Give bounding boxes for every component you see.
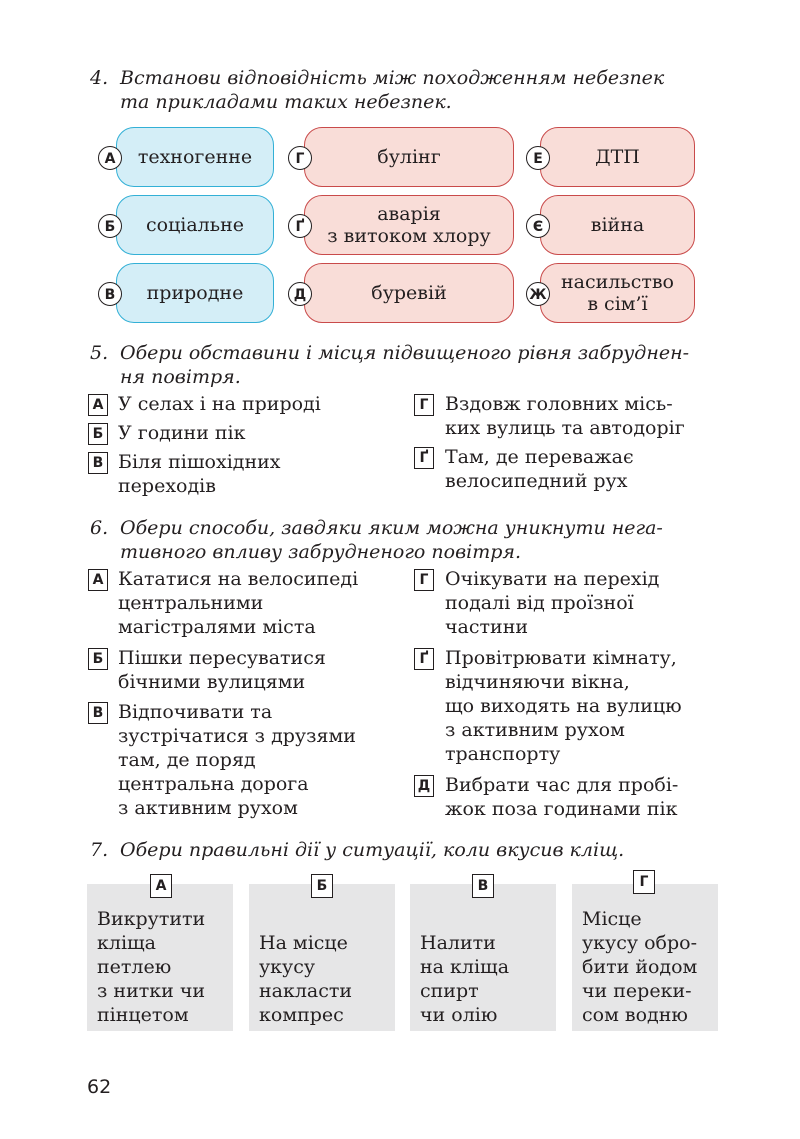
q6-option-gg-letter[interactable]: Ґ [414,648,434,670]
q7-card-c-text: Налити на кліща спирт чи олію [420,932,510,1026]
q5-option-c-letter[interactable]: В [88,452,108,474]
q6-option-a-text: Кататися на велосипеді центральними магістралями міста [118,568,359,638]
example-box-g[interactable]: булінг [304,127,514,187]
circle-letter-e: Е [526,146,550,170]
example-box-d[interactable]: буревій [304,263,514,323]
q5-option-gg-letter[interactable]: Ґ [414,447,434,469]
q5-option-b-text: У години пік [118,422,246,444]
q4-title: 4. Встанови відповідність між походженням небезпек та прикладами таких небезпек. [90,67,665,113]
q6-option-c-text: Відпочивати та зустрічатися з друзями там, де поряд центральна дорога з активним рухом [118,701,356,819]
circle-letter-g: Г [288,146,312,170]
q7-card-b-text: На місце укусу накласти компрес [259,932,353,1026]
q7-card-a-letter: А [150,874,172,898]
circle-letter-zh: Ж [526,282,550,306]
page-number: 62 [87,1076,112,1098]
q7-title: 7. Обери правильні дії у ситуації, коли вкусив кліщ. [90,839,625,861]
q6-option-c-letter[interactable]: В [88,702,108,724]
q5-option-c-text: Біля пішохідних переходів [118,451,281,497]
q7-card-c-letter: В [472,874,494,898]
example-box-gg[interactable]: аварія з витоком хлору [304,195,514,255]
q7-card-b-letter: Б [311,874,333,898]
q5-option-g-letter[interactable]: Г [414,394,434,416]
circle-letter-a: А [98,146,122,170]
q5-option-b-letter[interactable]: Б [88,423,108,445]
q7-card-a-text: Викрутити кліща петлею з нитки чи пінцетом [97,908,206,1026]
q6-option-g-letter[interactable]: Г [414,569,434,591]
circle-letter-ye: Є [526,214,550,238]
q5-option-a-letter[interactable]: А [88,394,108,416]
example-box-zh[interactable]: насильство в сім’ї [540,263,695,323]
origin-box-c[interactable]: природне [116,263,274,323]
q7-card-g-text: Місце укусу обро- бити йодом чи переки- сом водню [582,908,698,1026]
q6-option-b-letter[interactable]: Б [88,648,108,670]
circle-letter-gg: Ґ [288,214,312,238]
q6-option-b-text: Пішки пересуватися бічними вулицями [118,647,326,693]
q5-title: 5. Обери обставини і місця підвищеного рівня забруднен- ня повітря. [90,342,690,388]
q5-option-g-text: Вздовж головних місь- ких вулиць та автодоріг [445,393,685,439]
example-box-e[interactable]: ДТП [540,127,695,187]
q6-option-g-text: Очікувати на перехід подалі від проїзної частини [445,568,660,638]
q6-title: 6. Обери способи, завдяки яким можна уникнути нега- тивного впливу забрудненого повітря. [90,517,663,563]
origin-box-a[interactable]: техногенне [116,127,274,187]
circle-letter-c: В [98,282,122,306]
example-box-ye[interactable]: війна [540,195,695,255]
q5-option-a-text: У селах і на природі [118,393,321,415]
origin-box-b[interactable]: соціальне [116,195,274,255]
circle-letter-b: Б [98,214,122,238]
q6-option-gg-text: Провітрювати кімнату, відчиняючи вікна, що виходять на вулицю з активним рухом транспорту [445,647,682,765]
q6-option-a-letter[interactable]: А [88,569,108,591]
circle-letter-d: Д [288,282,312,306]
q5-option-gg-text: Там, де переважає велосипедний рух [445,446,634,492]
q6-option-d-letter[interactable]: Д [414,775,434,797]
q6-option-d-text: Вибрати час для пробі- жок поза годинами пік [445,774,679,820]
q7-card-g-letter: Г [633,870,655,894]
